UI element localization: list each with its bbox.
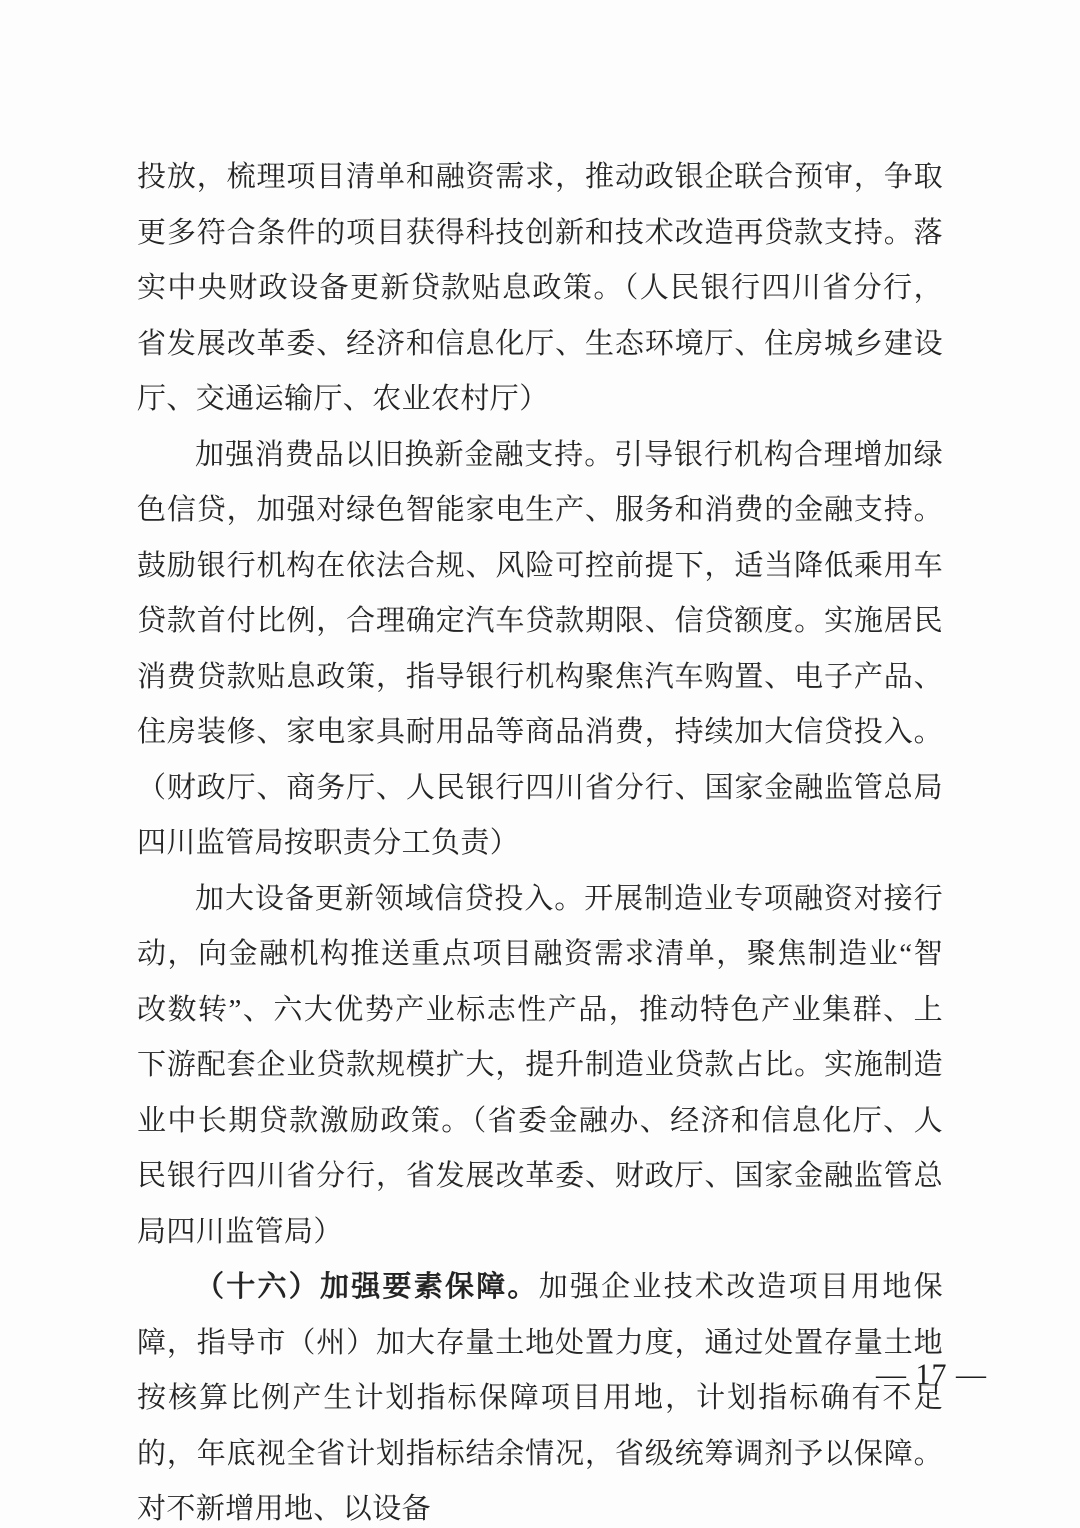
paragraph-1: 投放，梳理项目清单和融资需求，推动政银企联合预审，争取更多符合条件的项目获得科技创新和技术改造再贷款支持。落实中央财政设备更新贷款贴息政策。（人民银行四川省分行，省发展改革委、经济和信息化厅、生态环境厅、住房城乡建设厅、交通运输厅、农业农村厅） — [137, 161, 943, 415]
paragraph-2: 加强消费品以旧换新金融支持。引导银行机构合理增加绿色信贷，加强对绿色智能家电生产、服务和消费的金融支持。鼓励银行机构在依法合规、风险可控前提下，适当降低乘用车贷款首付比例，合理确定汽车贷款期限、信贷额度。实施居民消费贷款贴息政策，指导银行机构聚焦汽车购置、电子产品、住房装修、家电家具耐用品等商品消费，持续加大信贷投入。（财政厅、商务厅、人民银行四川省分行、国家金融监管总局四川监管局按职责分工负责） — [137, 438, 943, 859]
paragraph-3: 加大设备更新领域信贷投入。开展制造业专项融资对接行动，向金融机构推送重点项目融资需求清单，聚焦制造业“智改数转”、六大优势产业标志性产品，推动特色产业集群、上下游配套企业贷款规模扩大，提升制造业贷款占比。实施制造业中长期贷款激励政策。（省委金融办、经济和信息化厅、人民银行四川省分行，省发展改革委、财政厅、国家金融监管总局四川监管局） — [137, 882, 943, 1248]
paragraph-4-heading: （十六）加强要素保障。 — [195, 1271, 539, 1303]
paragraph-4: （十六）加强要素保障。加强企业技术改造项目用地保障，指导市（州）加大存量土地处置力度，通过处置存量土地按核算比例产生计划指标保障项目用地，计划指标确有不足的，年底视全省计划指标结余情况，省级统筹调剂予以保障。对不新增用地、以设备 — [137, 1271, 944, 1525]
page-number: — 17 — — [876, 1358, 987, 1391]
document-body — [137, 150, 943, 1528]
